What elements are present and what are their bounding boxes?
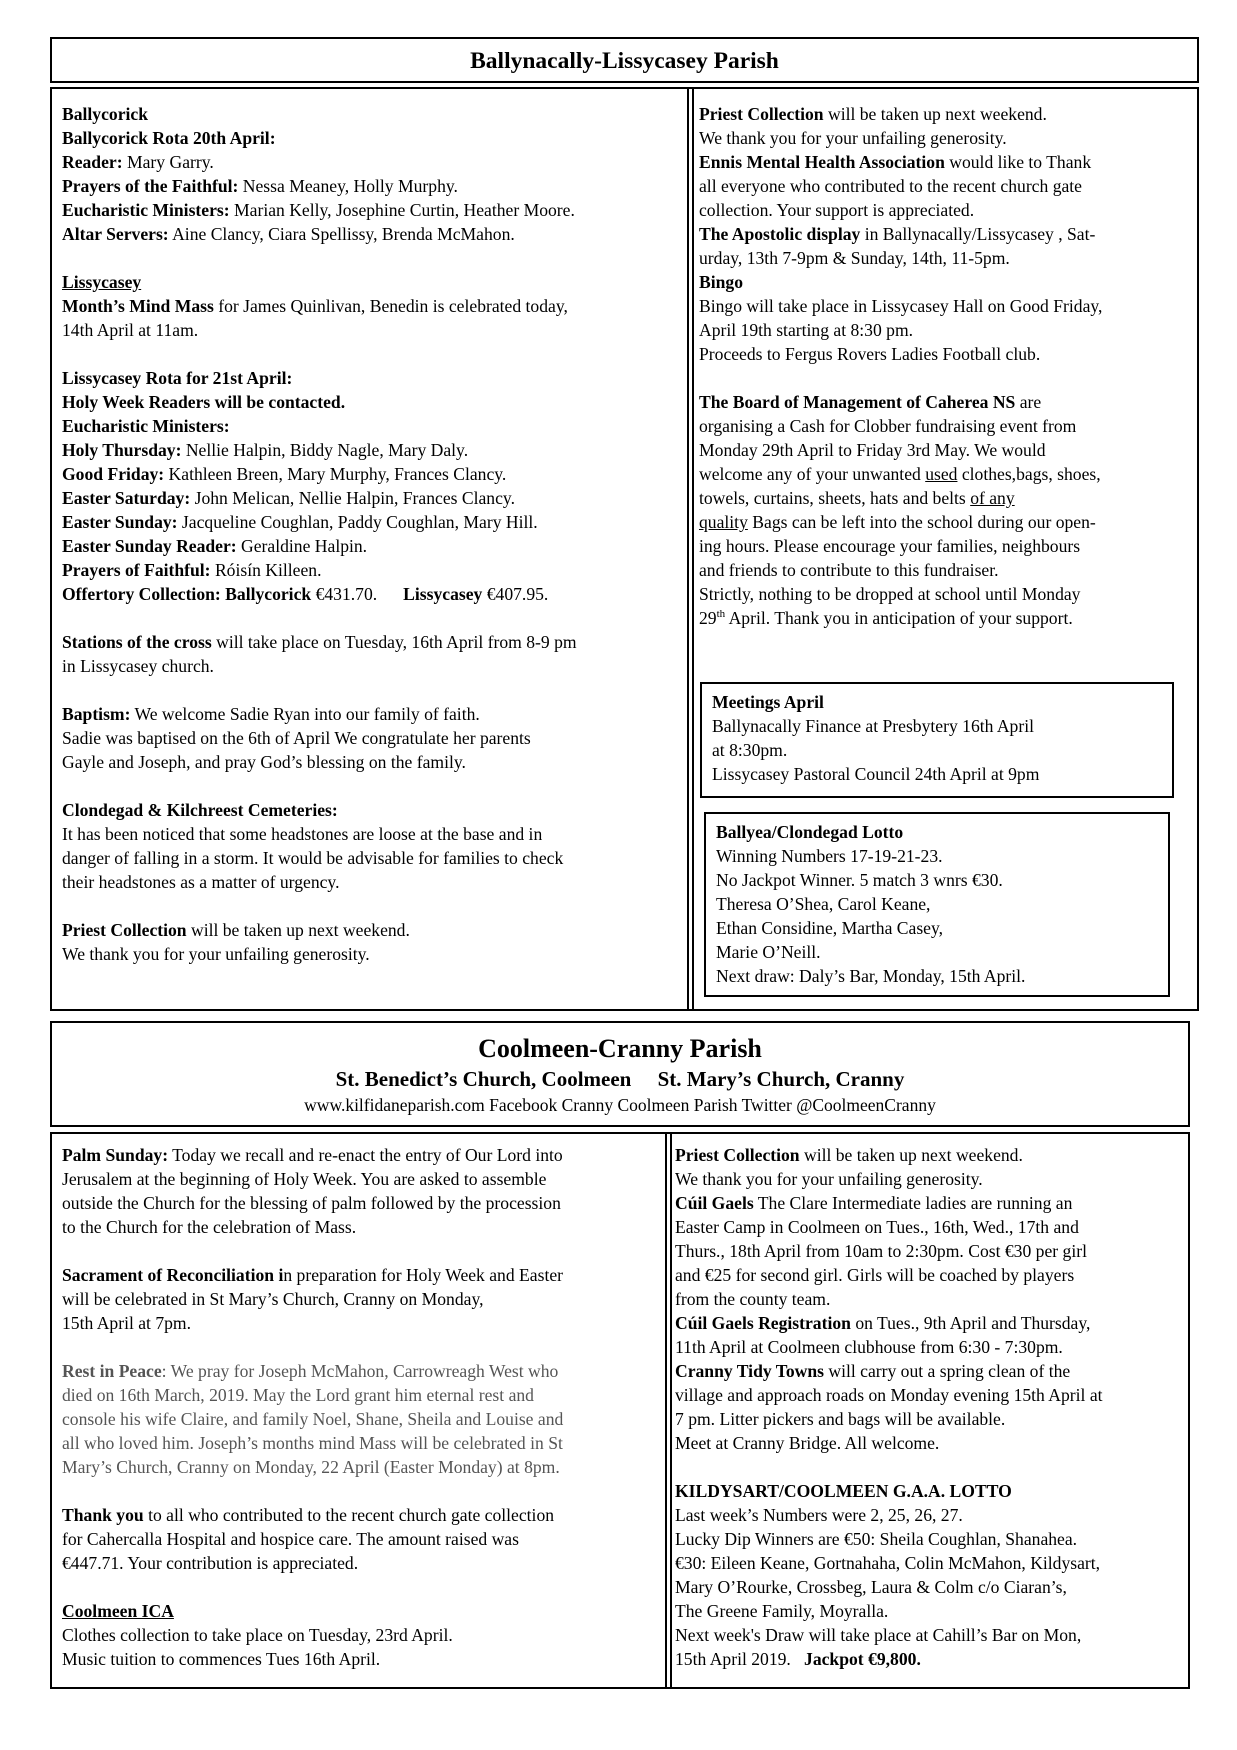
r-priest-collection-line-2: We thank you for your unfailing generosity. xyxy=(699,128,1007,148)
ballynacally-left-column xyxy=(62,102,682,966)
reader-line: Reader: Mary Garry. xyxy=(62,152,214,172)
ica-heading: Coolmeen ICA xyxy=(62,1601,174,1621)
bingo-line-3: Proceeds to Fergus Rovers Ladies Football club. xyxy=(699,344,1041,364)
lissycasey-heading: Lissycasey xyxy=(62,272,142,292)
cuil-gaels-line-1: Cúil Gaels The Clare Intermediate ladies are running an xyxy=(675,1193,1073,1213)
gaa-lotto-line-2: Lucky Dip Winners are €50: Sheila Coughlan, Shanahea. xyxy=(675,1529,1078,1549)
apostolic-line-1: The Apostolic display in Ballynacally/Lissycasey , Sat- xyxy=(699,224,1096,244)
registration-line-2: 11th April at Coolmeen clubhouse from 6:30 - 7:30pm. xyxy=(675,1337,1063,1357)
ballynacally-title-box xyxy=(50,37,1199,83)
baptism-line-2: Sadie was baptised on the 6th of April We congratulate her parents xyxy=(62,728,531,748)
priest-collection-line-1: Priest Collection will be taken up next weekend. xyxy=(62,920,410,940)
board-line-0: The Board of Management of Caherea NS are xyxy=(699,392,1042,412)
lotto-line-6: Next draw: Daly’s Bar, Monday, 15th April. xyxy=(716,966,1026,986)
coolmeen-title: Coolmeen-Cranny Parish xyxy=(478,1034,762,1063)
ennis-line-1: Ennis Mental Health Association would like to Thank xyxy=(699,152,1092,172)
palm-line-4: to the Church for the celebration of Mass. xyxy=(62,1217,357,1237)
board-line-5: quality Bags can be left into the school during our open- xyxy=(699,512,1096,532)
lotto-line-4: Ethan Considine, Martha Casey, xyxy=(716,918,944,938)
altar-line: Altar Servers: Aine Clancy, Ciara Spellissy, Brenda McMahon. xyxy=(62,224,515,244)
easter-sunday-line: Easter Sunday: Jacqueline Coughlan, Paddy Coughlan, Mary Hill. xyxy=(62,512,538,532)
reconciliation-line-3: 15th April at 7pm. xyxy=(62,1313,192,1333)
bingo-heading: Bingo xyxy=(699,272,744,292)
ballynacally-column-divider-2 xyxy=(692,87,694,1011)
meetings-line-2: at 8:30pm. xyxy=(712,740,788,760)
good-friday-line: Good Friday: Kathleen Breen, Mary Murphy, Frances Clancy. xyxy=(62,464,507,484)
tidy-towns-line-4: Meet at Cranny Bridge. All welcome. xyxy=(675,1433,940,1453)
apostolic-line-2: urday, 13th 7-9pm & Sunday, 14th, 11-5pm. xyxy=(699,248,1010,268)
coolmeen-churches: St. Benedict’s Church, Coolmeen St. Mary’s Church, Cranny xyxy=(335,1067,905,1091)
thank-you-line-1: Thank you to all who contributed to the recent church gate collection xyxy=(62,1505,555,1525)
palm-line-3: outside the Church for the blessing of palm followed by the procession xyxy=(62,1193,561,1213)
cuil-gaels-line-5: from the county team. xyxy=(675,1289,831,1309)
rip-line-4: all who loved him. Joseph’s months mind Mass will be celebrated in St xyxy=(62,1433,563,1453)
rip-line-1: Rest in Peace: We pray for Joseph McMahon, Carrowreagh West who xyxy=(62,1361,559,1381)
lotto-heading: Ballyea/Clondegad Lotto xyxy=(716,822,904,842)
gaa-lotto-line-6: Next week's Draw will take place at Cahill’s Bar on Mon, xyxy=(675,1625,1082,1645)
lissycasey-rota-heading: Lissycasey Rota for 21st April: xyxy=(62,368,293,388)
board-line-3: welcome any of your unwanted used clothes,bags, shoes, xyxy=(699,464,1101,484)
coolmeen-right-column xyxy=(675,1143,1185,1671)
baptism-line-3: Gayle and Joseph, and pray God’s blessing on the family. xyxy=(62,752,466,772)
gaa-lotto-line-4: Mary O’Rourke, Crossbeg, Laura & Colm c/o Ciaran’s, xyxy=(675,1577,1067,1597)
board-line-9: 29th April. Thank you in anticipation of your support. xyxy=(699,608,1073,628)
bingo-line-2: April 19th starting at 8:30 pm. xyxy=(699,320,914,340)
gaa-lotto-line-3: €30: Eileen Keane, Gortnahaha, Colin McMahon, Kildysart, xyxy=(675,1553,1101,1573)
board-line-1: organising a Cash for Clobber fundraising event from xyxy=(699,416,1077,436)
lotto-line-2: No Jackpot Winner. 5 match 3 wnrs €30. xyxy=(716,870,1003,890)
cemeteries-line-3: their headstones as a matter of urgency. xyxy=(62,872,340,892)
gaa-lotto-line-7: 15th April 2019. Jackpot €9,800. xyxy=(675,1649,921,1669)
meetings-heading: Meetings April xyxy=(712,692,824,712)
ballycorick-rota-heading: Ballycorick Rota 20th April: xyxy=(62,128,276,148)
easter-sunday-reader-line: Easter Sunday Reader: Geraldine Halpin. xyxy=(62,536,368,556)
ballyea-lotto-box xyxy=(704,812,1170,997)
thank-you-line-2: for Cahercalla Hospital and hospice care. The amount raised was xyxy=(62,1529,519,1549)
tidy-towns-line-3: 7 pm. Litter pickers and bags will be available. xyxy=(675,1409,1006,1429)
board-line-2: Monday 29th April to Friday 3rd May. We would xyxy=(699,440,1046,460)
months-mind-line-1: Month’s Mind Mass for James Quinlivan, Benedin is celebrated today, xyxy=(62,296,568,316)
cemeteries-heading: Clondegad & Kilchreest Cemeteries: xyxy=(62,800,338,820)
holy-week-readers: Holy Week Readers will be contacted. xyxy=(62,392,346,412)
rip-line-5: Mary’s Church, Cranny on Monday, 22 April (Easter Monday) at 8pm. xyxy=(62,1457,560,1477)
cuil-gaels-line-4: and €25 for second girl. Girls will be coached by players xyxy=(675,1265,1075,1285)
reconciliation-line-2: will be celebrated in St Mary’s Church, Cranny on Monday, xyxy=(62,1289,484,1309)
offertory-line: Offertory Collection: Ballycorick €431.70. Lissycasey €407.95. xyxy=(62,584,549,604)
coolmeen-column-divider-2 xyxy=(670,1132,672,1689)
ica-line-1: Clothes collection to take place on Tuesday, 23rd April. xyxy=(62,1625,453,1645)
stations-line-1: Stations of the cross will take place on Tuesday, 16th April from 8-9 pm xyxy=(62,632,577,652)
easter-saturday-line: Easter Saturday: John Melican, Nellie Halpin, Frances Clancy. xyxy=(62,488,515,508)
thank-you-line-3: €447.71. Your contribution is appreciated. xyxy=(62,1553,359,1573)
ballycorick-heading: Ballycorick xyxy=(62,104,149,124)
ballynacally-right-column xyxy=(699,102,1194,630)
reconciliation-line-1: Sacrament of Reconciliation in preparation for Holy Week and Easter xyxy=(62,1265,564,1285)
board-line-6: ing hours. Please encourage your families, neighbours xyxy=(699,536,1081,556)
ballynacally-column-divider xyxy=(687,87,689,1011)
months-mind-line-2: 14th April at 11am. xyxy=(62,320,199,340)
board-line-7: and friends to contribute to this fundraiser. xyxy=(699,560,999,580)
meetings-line-1: Ballynacally Finance at Presbytery 16th April xyxy=(712,716,1034,736)
meetings-line-3: Lissycasey Pastoral Council 24th April at 9pm xyxy=(712,764,1040,784)
gaa-lotto-line-5: The Greene Family, Moyralla. xyxy=(675,1601,889,1621)
ballynacally-title: Ballynacally-Lissycasey Parish xyxy=(470,48,779,74)
board-line-8: Strictly, nothing to be dropped at school until Monday xyxy=(699,584,1081,604)
coolmeen-web-links: www.kilfidaneparish.com Facebook Cranny Coolmeen Parish Twitter @CoolmeenCranny xyxy=(304,1095,936,1115)
meetings-box xyxy=(700,682,1174,798)
palm-line-2: Jerusalem at the beginning of Holy Week. You are asked to assemble xyxy=(62,1169,547,1189)
cemeteries-line-1: It has been noticed that some headstones are loose at the base and in xyxy=(62,824,543,844)
coolmeen-column-divider xyxy=(665,1132,667,1689)
rip-line-2: died on 16th March, 2019. May the Lord grant him eternal rest and xyxy=(62,1385,534,1405)
prayers-line: Prayers of the Faithful: Nessa Meaney, Holly Murphy. xyxy=(62,176,458,196)
rip-line-3: console his wife Claire, and family Noel, Shane, Sheila and Louise and xyxy=(62,1409,564,1429)
cuil-gaels-line-2: Easter Camp in Coolmeen on Tues., 16th, Wed., 17th and xyxy=(675,1217,1079,1237)
eucharistic-line: Eucharistic Ministers: Marian Kelly, Josephine Curtin, Heather Moore. xyxy=(62,200,575,220)
c-priest-collection-line-1: Priest Collection will be taken up next weekend. xyxy=(675,1145,1023,1165)
c-priest-collection-line-2: We thank you for your unfailing generosity. xyxy=(675,1169,983,1189)
tidy-towns-line-2: village and approach roads on Monday evening 15th April at xyxy=(675,1385,1103,1405)
cemeteries-line-2: danger of falling in a storm. It would be advisable for families to check xyxy=(62,848,564,868)
bingo-line-1: Bingo will take place in Lissycasey Hall on Good Friday, xyxy=(699,296,1103,316)
holy-thursday-line: Holy Thursday: Nellie Halpin, Biddy Nagle, Mary Daly. xyxy=(62,440,469,460)
lotto-line-1: Winning Numbers 17-19-21-23. xyxy=(716,846,943,866)
ica-line-2: Music tuition to commences Tues 16th April. xyxy=(62,1649,381,1669)
coolmeen-left-column xyxy=(62,1143,660,1671)
lotto-line-3: Theresa O’Shea, Carol Keane, xyxy=(716,894,931,914)
eucharistic-heading: Eucharistic Ministers: xyxy=(62,416,230,436)
board-line-4: towels, curtains, sheets, hats and belts of any xyxy=(699,488,1015,508)
coolmeen-header-box xyxy=(50,1021,1190,1127)
priest-collection-line-2: We thank you for your unfailing generosity. xyxy=(62,944,370,964)
registration-line-1: Cúil Gaels Registration on Tues., 9th April and Thursday, xyxy=(675,1313,1091,1333)
ennis-line-2: all everyone who contributed to the recent church gate xyxy=(699,176,1082,196)
gaa-lotto-line-1: Last week’s Numbers were 2, 25, 26, 27. xyxy=(675,1505,963,1525)
stations-line-2: in Lissycasey church. xyxy=(62,656,214,676)
r-priest-collection-line-1: Priest Collection will be taken up next weekend. xyxy=(699,104,1047,124)
lotto-line-5: Marie O’Neill. xyxy=(716,942,821,962)
cuil-gaels-line-3: Thurs., 18th April from 10am to 2:30pm. Cost €30 per girl xyxy=(675,1241,1087,1261)
prayers-faithful-line: Prayers of Faithful: Róisín Killeen. xyxy=(62,560,322,580)
palm-line-1: Palm Sunday: Today we recall and re-enact the entry of Our Lord into xyxy=(62,1145,563,1165)
tidy-towns-line-1: Cranny Tidy Towns will carry out a spring clean of the xyxy=(675,1361,1071,1381)
gaa-lotto-heading: KILDYSART/COOLMEEN G.A.A. LOTTO xyxy=(675,1481,1012,1501)
ennis-line-3: collection. Your support is appreciated. xyxy=(699,200,975,220)
baptism-line-1: Baptism: We welcome Sadie Ryan into our family of faith. xyxy=(62,704,480,724)
